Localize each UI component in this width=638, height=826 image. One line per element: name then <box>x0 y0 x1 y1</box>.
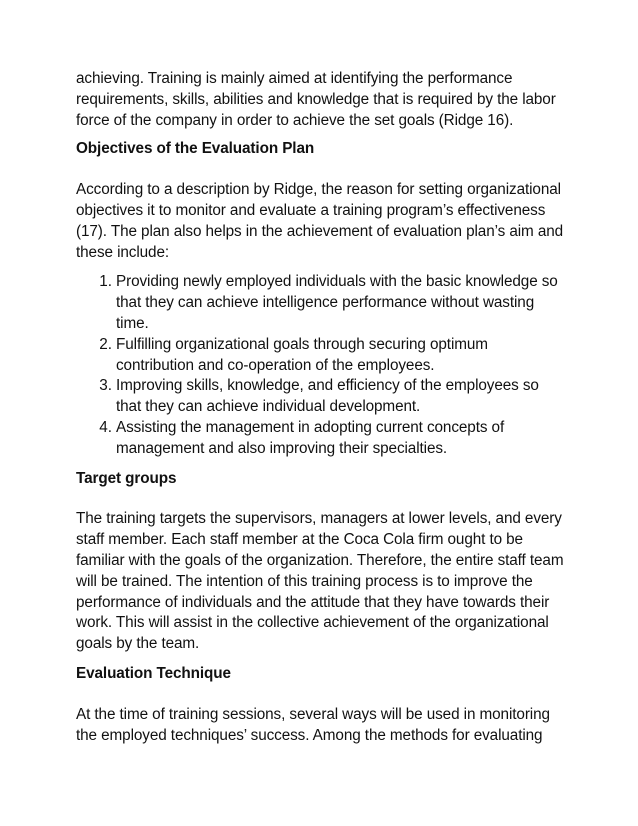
section-heading-objectives: Objectives of the Evaluation Plan <box>76 140 315 158</box>
document-page <box>76 69 566 755</box>
list-item: 2. Fulfilling organizational goals through securing optimum contribution and co-operation of the employees. <box>116 335 566 377</box>
section-heading-target-groups: Target groups <box>76 469 177 487</box>
evaluation-technique-paragraph: At the time of training sessions, several ways will be used in monitoring the employed techniques’ success. Among the methods for evaluating <box>76 705 550 744</box>
section-evaluation-technique <box>76 664 566 746</box>
list-item: 1. Providing newly employed individuals with the basic knowledge so that they can achieve intelligence performance without wasting time. <box>116 272 566 334</box>
objectives-paragraph: According to a description by Ridge, the reason for setting organizational objectives it to monitor and evaluate a training program’s effectiveness (17). The plan also helps in the achievement of evaluation plan’s aim and these include: <box>76 181 564 261</box>
objectives-list <box>76 272 566 459</box>
section-objectives <box>76 139 566 459</box>
section-heading-evaluation-technique: Evaluation Technique <box>76 664 231 682</box>
intro-paragraph: achieving. Training is mainly aimed at identifying the performance requirements, skills, abilities and knowledge that is required by the labor force of the company in order to achieve the set goals (Ridge 16). <box>76 70 556 129</box>
list-item: 4. Assisting the management in adopting current concepts of management and also improving their specialties. <box>116 418 566 460</box>
section-target-groups <box>76 469 566 655</box>
target-groups-paragraph: The training targets the supervisors, managers at lower levels, and every staff member. Each staff member at the Coca Cola firm ought to be familiar with the goals of the organization. Therefore, the entire staff team will be trained. The intention of this training process is to improve the performance of individuals and the attitude that they have towards their work. This will assist in the collective achievement of the organizational goals by the team. <box>76 510 564 653</box>
list-item: 3. Improving skills, knowledge, and efficiency of the employees so that they can achieve individual development. <box>116 376 566 418</box>
